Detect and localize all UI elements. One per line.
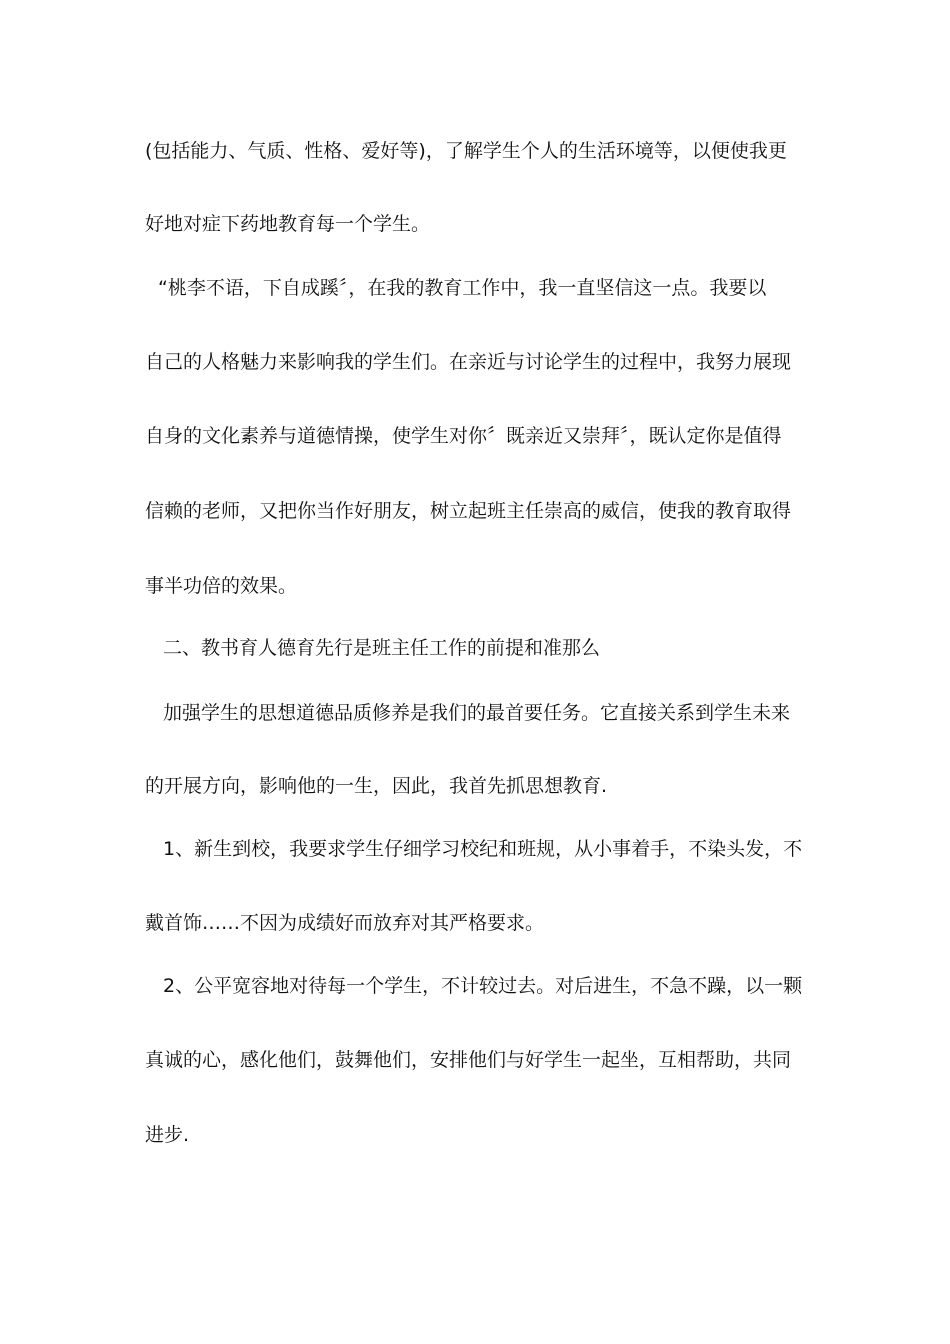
paragraph-line: 的开展方向，影响他的一生，因此，我首先抓思想教育. xyxy=(145,775,608,797)
paragraph-line: 自己的人格魅力来影响我的学生们。在亲近与讨论学生的过程中，我努力展现 xyxy=(145,351,792,373)
paragraph-line: “桃李不语，下自成蹊〞，在我的教育工作中，我一直坚信这一点。我要以 xyxy=(158,277,767,299)
paragraph-line: 事半功倍的效果。 xyxy=(145,575,298,597)
list-item-line: 进步. xyxy=(145,1124,190,1146)
list-item-line: 1、新生到校，我要求学生仔细学习校纪和班规，从小事着手，不染头发，不 xyxy=(163,838,803,860)
list-item-line: 2、公平宽容地对待每一个学生，不计较过去。对后进生，不急不躁，以一颗 xyxy=(163,975,803,997)
paragraph-line: (包括能力、气质、性格、爱好等)，了解学生个人的生活环境等，以便使我更 xyxy=(145,140,787,162)
paragraph-line: 信赖的老师，又把你当作好朋友，树立起班主任崇高的威信，使我的教育取得 xyxy=(145,500,792,522)
section-heading: 二、教书育人德育先行是班主任工作的前提和准那么 xyxy=(163,637,601,659)
paragraph-line: 好地对症下药地教育每一个学生。 xyxy=(145,213,431,235)
paragraph-line: 加强学生的思想道德品质修养是我们的最首要任务。它直接关系到学生未来 xyxy=(163,702,791,724)
paragraph-line: 自身的文化素养与道德情操，使学生对你〞既亲近又崇拜〞，既认定你是值得 xyxy=(145,425,782,447)
list-item-line: 戴首饰……不因为成绩好而放弃对其严格要求。 xyxy=(145,912,545,934)
list-item-line: 真诚的心，感化他们，鼓舞他们，安排他们与好学生一起坐，互相帮助，共同 xyxy=(145,1049,792,1071)
